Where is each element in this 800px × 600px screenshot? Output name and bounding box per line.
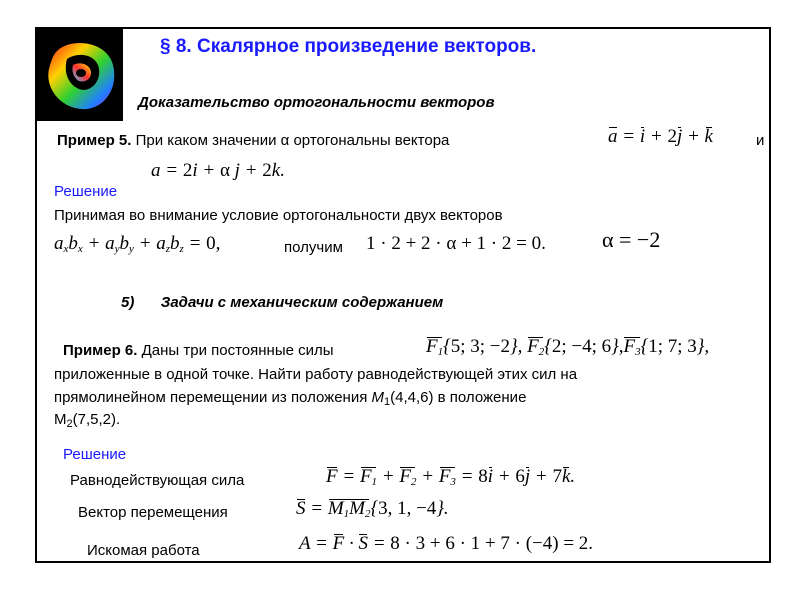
vector-a2-formula: a = 2i + α j + 2k. [151,160,285,181]
orthogonality-condition: $a_xb_x + a_yb_y + a_zb_z = 0$, [54,233,221,255]
example6-text-line1: Даны три постоянные силы [141,342,334,359]
example6-line1 [63,342,334,359]
page-title: § 8. Скалярное произведение векторов. [160,36,537,57]
solution-label-1: Решение [54,183,118,200]
solution-label-2: Решение [63,446,127,463]
example5-question-text: При каком значении α ортогональны вектора [135,132,450,149]
example6-line3: прямолинейном перемещении из положения $M_1(4,4,6)$ в положение [54,389,527,408]
displacement-formula: $S = M_1M_2\{3$, 1, −4}. [296,498,449,520]
example6-line4: $M_2(7,5,2)$. [54,411,121,430]
work-label: Искомая работа [87,542,200,559]
obtain-word: получим [284,239,343,256]
example6-text-line2: приложенные в одной точке. Найти работу равнодействующей этих сил на [54,366,578,383]
resultant-formula: $F = F_1 + F_2 + F_3 = 8i + 6j + 7k$. [326,466,576,488]
torus-surface-logo [37,29,123,121]
example6-label: Пример 6. [63,342,138,359]
section-subtitle: Доказательство ортогональности векторов [138,94,495,111]
displacement-label: Вектор перемещения [78,504,228,521]
forces-formula: $F_1\{5$; 3; −2}, $F_2\{2$; −4; $6\},F_3\{1$; 7; 3}, [426,336,710,358]
vector-a-formula: a = i + 2j + k [608,126,713,147]
alpha-result: α = −2 [602,227,661,252]
obtain-equation: 1 · 2 + 2 · α + 1 · 2 = 0. [366,233,546,254]
orthogonality-statement: Принимая во внимание условие ортогональности двух векторов [54,207,503,224]
example5-question [57,132,449,149]
work-formula: A = F · S = 8 · 3 + 6 · 1 + 7 · (−4) = 2. [299,533,594,554]
section5-number: 5) [121,294,135,311]
section5-heading [121,294,443,311]
section5-title: Задачи с механическим содержанием [160,294,444,311]
example5-label: Пример 5. [57,132,132,149]
resultant-label: Равнодействующая сила [70,472,245,489]
and-word: и [756,132,765,149]
